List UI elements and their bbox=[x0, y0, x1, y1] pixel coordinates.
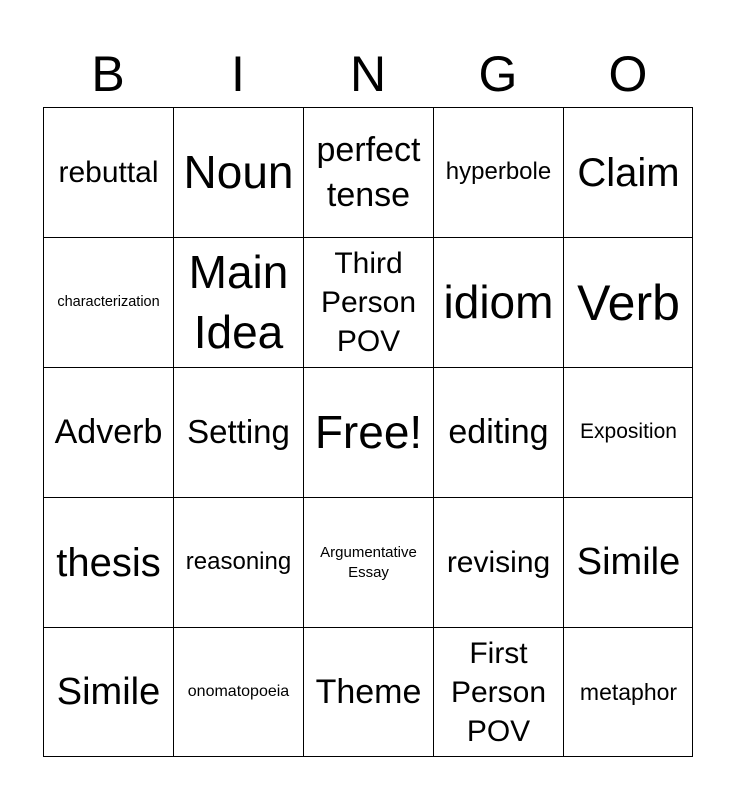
cell-text: metaphor bbox=[579, 678, 678, 705]
bingo-header bbox=[43, 44, 693, 104]
bingo-cell[interactable] bbox=[303, 107, 433, 237]
header-letter-i: I bbox=[231, 46, 245, 102]
cell-text: idiom bbox=[443, 275, 554, 328]
cell-text: Noun bbox=[183, 145, 294, 198]
cell-text: perfect tense bbox=[316, 131, 421, 214]
bingo-cell[interactable] bbox=[43, 627, 173, 757]
bingo-board bbox=[43, 107, 693, 757]
cell-text: Claim bbox=[577, 150, 680, 195]
cell-text: Exposition bbox=[580, 420, 677, 444]
bingo-cell[interactable] bbox=[433, 367, 563, 497]
cell-text: onomatopoeia bbox=[187, 683, 290, 701]
header-letter-b: B bbox=[91, 46, 125, 102]
bingo-cell[interactable] bbox=[563, 497, 693, 627]
cell-text: Simile bbox=[576, 540, 681, 583]
cell-text: hyperbole bbox=[445, 158, 552, 186]
cell-text: Setting bbox=[187, 413, 290, 451]
cell-text: Free! bbox=[314, 405, 423, 458]
bingo-cell[interactable] bbox=[433, 497, 563, 627]
cell-text: editing bbox=[448, 412, 549, 451]
header-letter-g: G bbox=[478, 46, 518, 102]
header-letter-o: O bbox=[608, 46, 648, 102]
bingo-cell[interactable] bbox=[303, 627, 433, 757]
bingo-cell[interactable] bbox=[173, 237, 303, 367]
cell-text: rebuttal bbox=[58, 156, 159, 189]
bingo-cell[interactable] bbox=[43, 497, 173, 627]
bingo-cell[interactable] bbox=[43, 107, 173, 237]
bingo-cell[interactable] bbox=[563, 107, 693, 237]
cell-text: characterization bbox=[57, 294, 160, 311]
bingo-cell[interactable] bbox=[433, 627, 563, 757]
bingo-cell[interactable] bbox=[433, 237, 563, 367]
bingo-cell[interactable] bbox=[43, 367, 173, 497]
cell-text: revising bbox=[446, 546, 551, 579]
bingo-cell[interactable] bbox=[173, 107, 303, 237]
bingo-cell[interactable] bbox=[303, 497, 433, 627]
cell-text: Verb bbox=[577, 274, 680, 331]
bingo-cell[interactable] bbox=[563, 627, 693, 757]
cell-text: Main Idea bbox=[188, 245, 289, 358]
bingo-cell[interactable] bbox=[303, 367, 433, 497]
bingo-cell[interactable] bbox=[433, 107, 563, 237]
bingo-cell[interactable] bbox=[563, 367, 693, 497]
bingo-cell[interactable] bbox=[303, 237, 433, 367]
cell-text: Theme bbox=[315, 672, 422, 711]
bingo-cell[interactable] bbox=[563, 237, 693, 367]
cell-text: First Person POV bbox=[450, 637, 547, 748]
bingo-cell[interactable] bbox=[173, 627, 303, 757]
header-letter-n: N bbox=[349, 46, 387, 102]
cell-text: Third Person POV bbox=[320, 247, 417, 358]
cell-text: Simile bbox=[56, 670, 161, 713]
cell-text: thesis bbox=[56, 540, 161, 585]
bingo-cell[interactable] bbox=[43, 237, 173, 367]
bingo-cell[interactable] bbox=[173, 367, 303, 497]
cell-text: reasoning bbox=[185, 548, 292, 576]
cell-text: Argumentative Essay bbox=[320, 544, 417, 581]
bingo-cell[interactable] bbox=[173, 497, 303, 627]
cell-text: Adverb bbox=[54, 412, 163, 451]
